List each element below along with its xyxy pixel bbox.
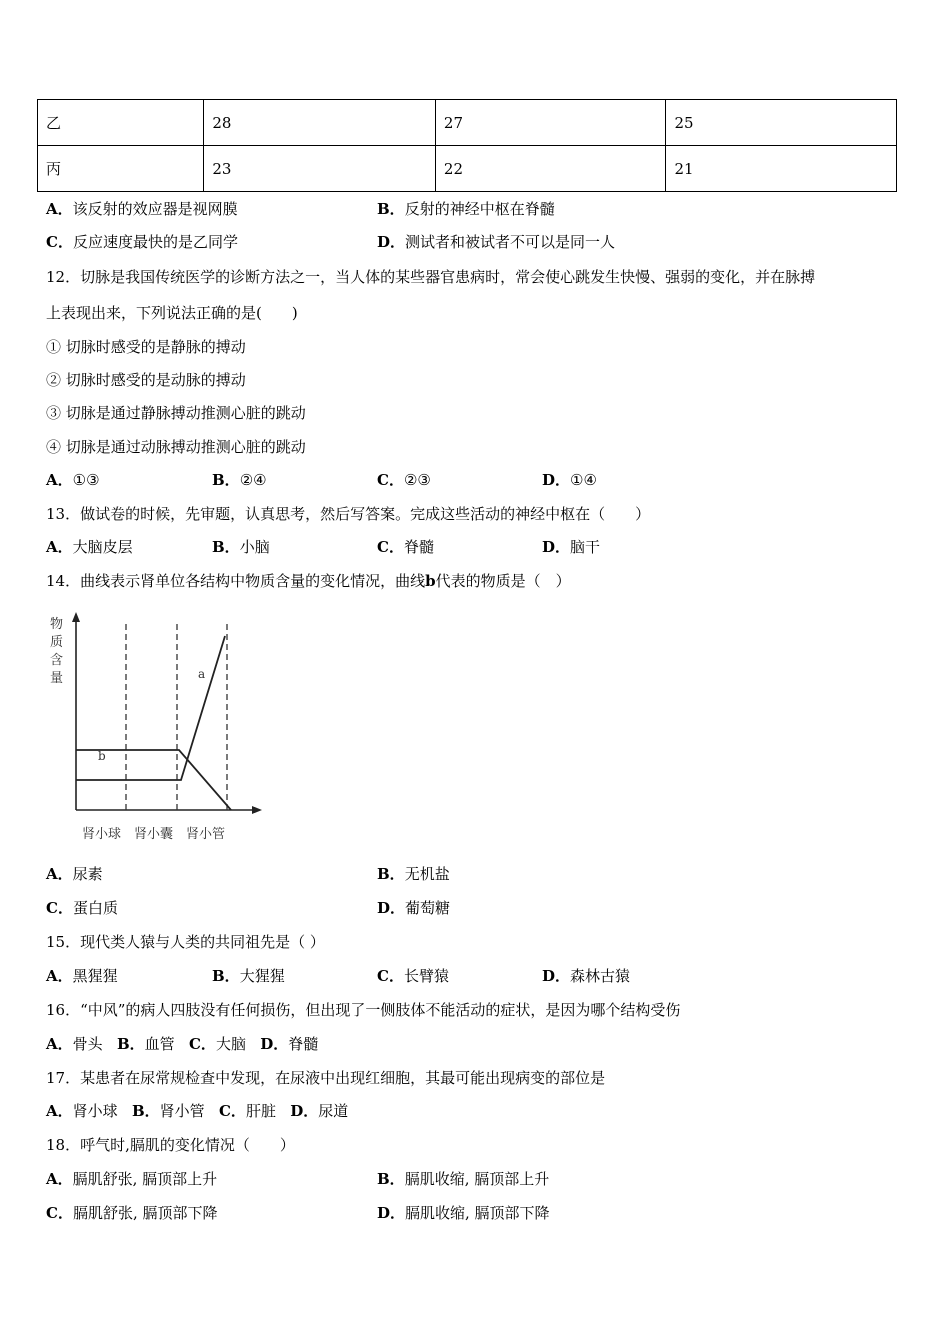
chart-ylabel-char: 物 — [50, 617, 64, 632]
kidney-chart-svg — [44, 610, 274, 848]
q11-option-b[interactable]: B．反射的神经中枢在脊髓 — [377, 200, 555, 218]
q16-option-c[interactable]: C．大脑 — [188, 1035, 246, 1053]
q17-stem: 17．某患者在尿常规检查中发现，在尿液中出现红细胞，其最可能出现病变的部位是 — [46, 1069, 606, 1087]
q12-statement-1: ① 切脉时感受的是静脉的搏动 — [46, 338, 246, 356]
q17-option-d[interactable]: D．尿道 — [290, 1102, 349, 1120]
table-cell: 21 — [666, 146, 897, 192]
q15-option-d[interactable]: D．森林古猿 — [542, 967, 631, 985]
q12-statement-4: ④ 切脉是通过动脉搏动推测心脏的跳动 — [46, 438, 306, 456]
table-cell: 27 — [435, 100, 666, 146]
chart-ylabel-char: 质 — [50, 635, 64, 650]
q15-stem: 15．现代类人猿与人类的共同祖先是（ ） — [46, 933, 325, 951]
table-cell: 28 — [204, 100, 436, 146]
q18-option-a[interactable]: A．膈肌舒张, 膈顶部上升 — [46, 1170, 218, 1188]
q13-option-d[interactable]: D．脑干 — [542, 538, 601, 556]
q18-option-d[interactable]: D．膈肌收缩, 膈顶部下降 — [377, 1204, 550, 1222]
chart-x-tick-label: 肾小球 — [82, 827, 122, 842]
q16-option-d[interactable]: D．脊髓 — [260, 1035, 319, 1053]
table-cell: 23 — [204, 146, 436, 192]
q12-stem-line2: 上表现出来，下列说法正确的是( ) — [46, 304, 298, 322]
chart-series-a-label: a — [198, 667, 206, 681]
chart-x-tick-label: 肾小囊 — [134, 827, 174, 842]
q16-options — [46, 1034, 318, 1054]
q14-option-d[interactable]: D．葡萄糖 — [377, 899, 451, 917]
table-cell: 25 — [666, 100, 897, 146]
chart-ylabel-char: 含 — [50, 653, 64, 668]
q12-statement-2: ② 切脉时感受的是动脉的搏动 — [46, 371, 246, 389]
q16-option-a[interactable]: A．骨头 — [46, 1035, 103, 1053]
q12-option-a[interactable]: A．①③ — [46, 471, 100, 489]
chart-series-b-label: b — [98, 749, 106, 763]
q12-stem-line1: 12．切脉是我国传统医学的诊断方法之一，当人体的某些器官患病时，常会使心跳发生快慢、强弱的变化，并在脉搏 — [46, 268, 816, 286]
q12-statement-3: ③ 切脉是通过静脉搏动推测心脏的跳动 — [46, 404, 306, 422]
q14-option-c[interactable]: C．蛋白质 — [46, 899, 118, 917]
chart-y-axis-arrow — [72, 612, 80, 622]
q18-option-b[interactable]: B．膈肌收缩, 膈顶部上升 — [377, 1170, 550, 1188]
table-cell: 22 — [435, 146, 666, 192]
q17-option-c[interactable]: C．肝脏 — [218, 1102, 276, 1120]
q15-option-a[interactable]: A．黑猩猩 — [46, 967, 118, 985]
q17-option-a[interactable]: A．肾小球 — [46, 1102, 118, 1120]
q12-option-c[interactable]: C．②③ — [377, 471, 431, 489]
q14-option-a[interactable]: A．尿素 — [46, 865, 103, 883]
q13-stem: 13．做试卷的时候，先审题，认真思考，然后写答案。完成这些活动的神经中枢在（ ） — [46, 505, 651, 523]
table-cell: 丙 — [38, 146, 204, 192]
q12-option-d[interactable]: D．①④ — [542, 471, 597, 489]
chart-x-tick-label: 肾小管 — [186, 827, 226, 842]
q13-option-a[interactable]: A．大脑皮层 — [46, 538, 133, 556]
kidney-chart — [44, 610, 274, 848]
chart-x-axis-arrow — [252, 806, 262, 814]
q14-stem: 14．曲线表示肾单位各结构中物质含量的变化情况，曲线b代表的物质是（ ） — [46, 572, 571, 590]
q15-option-c[interactable]: C．长臂猿 — [377, 967, 449, 985]
q11-option-a[interactable]: A．该反射的效应器是视网膜 — [46, 200, 238, 218]
table-row — [38, 100, 897, 146]
q11-option-c[interactable]: C．反应速度最快的是乙同学 — [46, 233, 238, 251]
q16-stem: 16．“中风”的病人四肢没有任何损伤，但出现了一侧肢体不能活动的症状，是因为哪个结构受伤 — [46, 1001, 681, 1019]
q18-stem: 18．呼气时,膈肌的变化情况（ ） — [46, 1136, 295, 1154]
q17-option-b[interactable]: B．肾小管 — [131, 1102, 205, 1120]
data-table — [37, 99, 897, 192]
q13-option-b[interactable]: B．小脑 — [212, 538, 270, 556]
q18-option-c[interactable]: C．膈肌舒张, 膈顶部下降 — [46, 1204, 218, 1222]
table-row — [38, 146, 897, 192]
q11-option-d[interactable]: D．测试者和被试者不可以是同一人 — [377, 233, 616, 251]
table-cell: 乙 — [38, 100, 204, 146]
q17-options — [46, 1101, 348, 1121]
q13-option-c[interactable]: C．脊髓 — [377, 538, 434, 556]
q16-option-b[interactable]: B．血管 — [116, 1035, 175, 1053]
q12-option-b[interactable]: B．②④ — [212, 471, 267, 489]
chart-ylabel-char: 量 — [50, 671, 64, 686]
q14-option-b[interactable]: B．无机盐 — [377, 865, 450, 883]
q15-option-b[interactable]: B．大猩猩 — [212, 967, 285, 985]
